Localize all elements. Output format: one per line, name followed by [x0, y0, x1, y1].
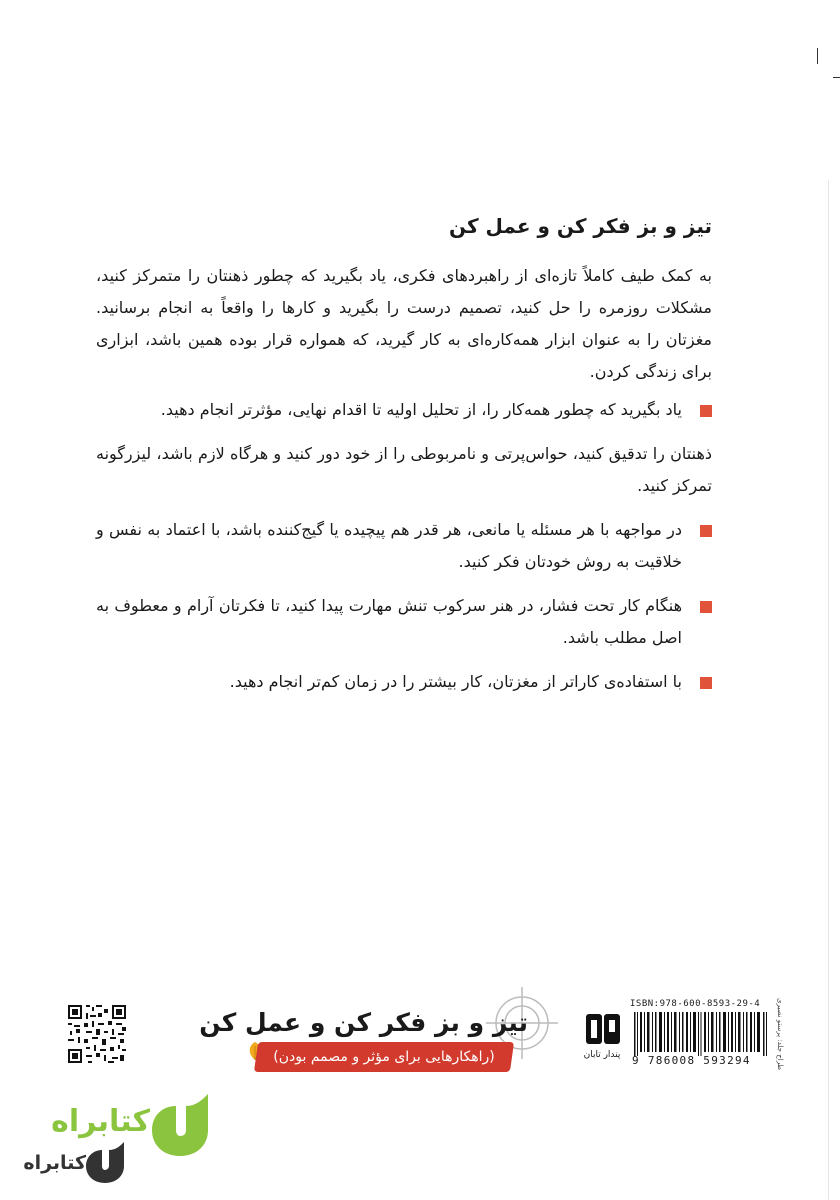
bullet-square-icon [700, 405, 712, 417]
book-subtitle: (راهکارهایی برای مؤثر و مصمم بودن) [273, 1049, 495, 1065]
barcode-icon [634, 1012, 768, 1056]
bullet-text: در مواجهه با هر مسئله یا مانعی، هر قدر هم پیچیده یا گیج‌کننده باشد، با اعتماد به نفس و خلاقیت به روش خودتان فکر کنید. [96, 520, 682, 571]
publisher-name: پندار تابان [583, 1050, 621, 1060]
blurb [96, 212, 712, 710]
bullet-square-icon [700, 677, 712, 689]
bullet-square-icon [700, 525, 712, 537]
intro-paragraph: به کمک طیف کاملاً تازه‌ای از راهبردهای فکری، یاد بگیرید که چطور ذهنتان را متمرکز کنید، مشکلات روزمره را حل کنید، تصمیم درست را بگیرید و کارها را واقعاً به انجام برسانید. مغزتان را به عنوان ابزار همه‌کاره‌ای به کار گیرید، که همواره قرار بوده همین باشد، ابزاری برای زندگی کردن. [96, 266, 712, 381]
barcode-number: 9 786008 593294 [632, 1054, 751, 1067]
bullet-text: با استفاده‌ی کاراتر از مغزتان، کار بیشتر را در زمان کم‌تر انجام دهید. [229, 672, 682, 691]
blurb-title: تیز و بز فکر کن و عمل کن [448, 214, 712, 238]
bullet-text: هنگام کار تحت فشار، در هنر سرکوب تنش مهارت پیدا کنید، تا فکرتان آرام و معطوف به اصل مطلب باشد. [96, 596, 682, 647]
bullet-square-icon [700, 601, 712, 613]
ketabrah-small-logo-icon [84, 1142, 124, 1184]
paragraph: ذهنتان را تدقیق کنید، حواس‌پرتی و نامربوطی را از خود دور کنید و هرگاه لازم باشد، لیزرگونه تمرکز کنید. [96, 444, 712, 495]
bullet-item [96, 514, 712, 578]
qr-code-icon [66, 1003, 128, 1065]
cover-designer-credit: طراح جلد: پرستو نصیری [776, 998, 784, 1071]
ketabrah-logo-icon [150, 1094, 208, 1158]
spine-edge-line [828, 180, 829, 1200]
bullet-item [96, 394, 712, 426]
bullet-text: یاد بگیرید که چطور همه‌کار را، از تحلیل اولیه تا اقدام نهایی، مؤثرتر انجام دهید. [160, 400, 682, 419]
watermark-text-small: کتابراه [23, 1152, 86, 1174]
book-title: تیز و بز فکر کن و عمل کن [199, 1008, 528, 1037]
bullet-item [96, 666, 712, 698]
crop-mark [833, 77, 840, 78]
isbn-text: ISBN:978-600-8593-29-4 [630, 999, 761, 1009]
watermark-text: کتابراه [51, 1104, 150, 1139]
bullet-item [96, 590, 712, 654]
crop-mark [817, 48, 818, 64]
